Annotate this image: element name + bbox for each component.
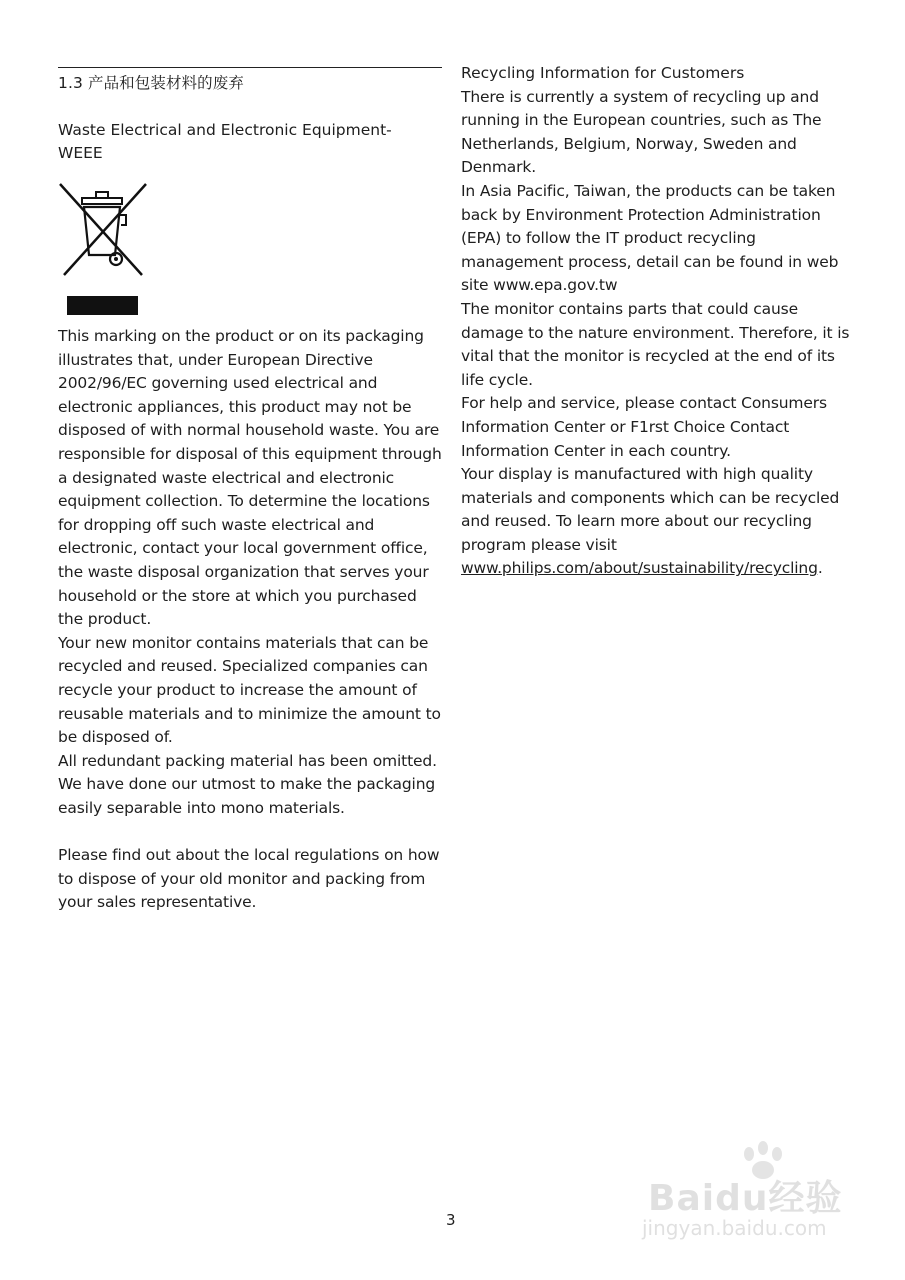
weee-heading-line1: Waste Electrical and Electronic Equipment- xyxy=(58,121,392,139)
weee-paragraph: This marking on the product or on its packaging illustrates that, under European Directive 2002/96/EC governing used electrical and electronic appliances, this product may not be disposed of with normal household waste. You are responsible for disposal of this equipment through a designated waste electrical and electronic equipment collection. To determine the locations for dropping off such waste electrical and electronic, contact your local government office, the waste disposal organization that serves your household or the store at which you purchased the product. xyxy=(58,327,442,629)
recycling-help-paragraph: For help and service, please contact Consumers Information Center or F1rst Choice Contact Information Center in each country. xyxy=(461,394,827,460)
section-title: 1.3 产品和包装材料的废弃 xyxy=(58,74,244,92)
weee-heading-line2: WEEE xyxy=(58,144,103,162)
section-rule xyxy=(58,67,442,68)
recycling-environment-paragraph: The monitor contains parts that could cause damage to the nature environment. Therefore, it is vital that the monitor is recycled at the end of its life cycle. xyxy=(461,299,850,389)
right-column xyxy=(461,62,851,581)
left-column xyxy=(58,67,442,915)
packing-paragraph: All redundant packing material has been omitted. We have done our utmost to make the packaging easily separable into mono materials. xyxy=(58,751,437,817)
recycling-link-line xyxy=(461,557,851,581)
page-number: 3 xyxy=(446,1211,456,1229)
recycling-quality-paragraph: Your display is manufactured with high quality materials and components which can be recycled and reused. To learn more about our recycling program please visit xyxy=(461,465,840,554)
link-suffix: . xyxy=(817,559,823,578)
recycling-asia-paragraph: In Asia Pacific, Taiwan, the products can be taken back by Environment Protection Administration (EPA) to follow the IT product recycling management process, detail can be found in web site www.epa.gov.tw xyxy=(461,181,839,295)
recycling-info-title: Recycling Information for Customers xyxy=(461,64,745,82)
crossed-out-wheelie-bin-icon xyxy=(58,179,150,315)
watermark-brand: Baidu经验 xyxy=(648,1178,843,1219)
watermark-url: jingyan.baidu.com xyxy=(642,1216,827,1240)
weee-body xyxy=(58,325,442,915)
recycling-europe-paragraph: There is currently a system of recycling up and running in the European countries, such as The Netherlands, Belgium, Norway, Sweden and Denmark. xyxy=(461,87,822,177)
recycle-paragraph: Your new monitor contains materials that can be recycled and reused. Specialized companies can recycle your product to increase the amount of reusable materials and to minimize the amount to be disposed of. xyxy=(58,633,441,747)
local-regulations-paragraph: Please find out about the local regulations on how to dispose of your old monitor and packing from your sales representative. xyxy=(58,846,440,912)
baidu-watermark xyxy=(640,1140,860,1250)
philips-recycling-link[interactable]: www.philips.com/about/sustainability/recycling xyxy=(461,559,818,578)
weee-heading xyxy=(58,119,442,165)
